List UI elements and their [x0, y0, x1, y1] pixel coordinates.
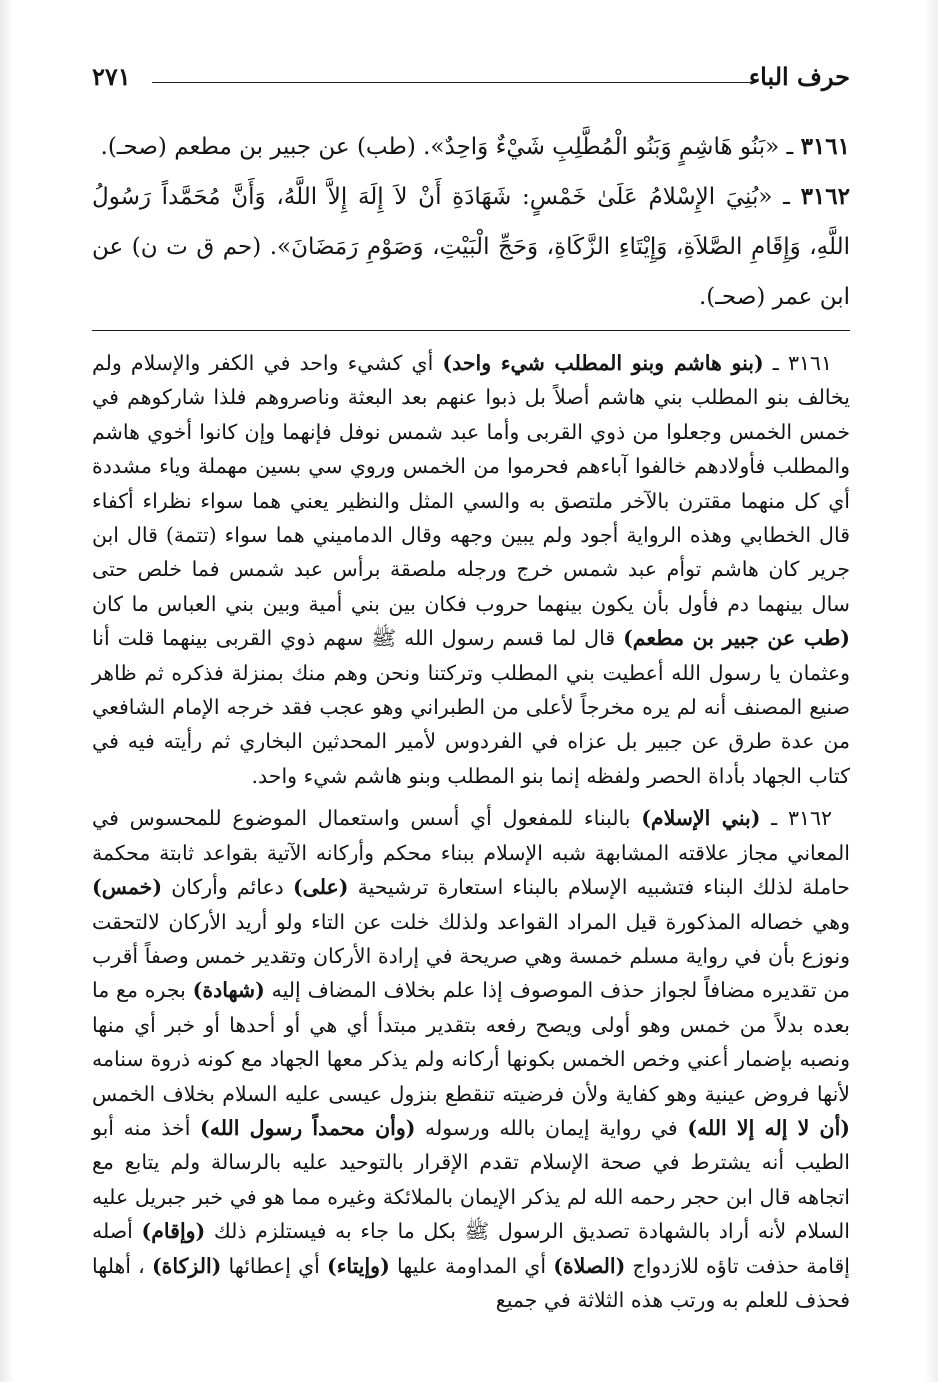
commentary-lemma: (شهادة)	[192, 978, 265, 1003]
commentary-text: وهي خصاله المذكورة قيل المراد القواعد ولذلك خلت عن التاء ولو أريد الأركان لالتحقت ونوزع بأن في رواية مسلم خمسة وهي صريحة في إرادة الأركان وتقدير خمس وصفاً أقرب من تقديره مضافاً لجواز حذف الموصوف إذا علم بخلاف المضاف إليه	[92, 909, 850, 1003]
commentary-source: (طب عن جبير بن مطعم)	[623, 626, 850, 651]
commentary-text: دعائم وأركان	[171, 875, 284, 900]
commentary-lemma: (وإيتاء)	[327, 1253, 390, 1278]
commentary-lemma: (أن لا إله إلا الله)	[687, 1115, 850, 1140]
hadith-number: ٣١٦٢	[800, 183, 850, 210]
commentary-text: ، أهلها فحذف للعلم به ورتب هذه الثلاثة في جميع	[92, 1253, 850, 1312]
commentary-text: أخذ منه أبو الطيب أنه يشترط في صحة الإسلام تقدم الإقرار بالتوحيد عليه بالرسالة ولم يتابع مع اتجاهه قال ابن حجر رحمه الله لم يذكر الإيمان بالملائكة وغيره مما هو في خبر جبريل عليه السلام لأنه أراد بالشهادة تصديق الرسول ﷺ بكل ما جاء به فيستلزم ذلك	[92, 1115, 850, 1244]
page-header	[92, 58, 850, 94]
hadith-text: «بَنُو هَاشِمٍ وَبَنُو الْمُطَّلِبِ شَيْءٌ وَاحِدٌ». (طب) عن جبير بن مطعم (صحـ).	[100, 134, 780, 160]
commentary-text: أي إعطائها	[228, 1253, 320, 1278]
header-rule	[152, 82, 754, 83]
commentary-lemma: (بني الإسلام)	[641, 806, 761, 831]
commentary-paragraph: ٣١٦١ ـ (بنو هاشم وبنو المطلب شيء واحد) أي كشيء واحد في الكفر والإسلام ولم يخالف بنو المطلب بني هاشم أصلاً بل ذبوا عنهم بعد البعثة وناصروهم فلذا شاركوهم في خمس الخمس وجعلوا من ذوي القربى وأما عبد شمس نوفل فإنهما وإن كانوا أخوي هاشم والمطلب فأولادهم خالفوا آباءهم فحرموا من الخمس وروي سي بسين مهملة وياء مشددة أي كل منهما مقترن بالآخر ملتصق به والسي المثل والنظير يعني هما سواء نظراء أكفاء قال الخطابي وهذه الرواية أجود ولم يبين وجهه وقال الدماميني هما سواء (تتمة) قال ابن جرير كان هاشم توأم عبد شمس خرج ورجله ملصقة برأس عبد شمس فما خلص حتى سال بينهما دم فأول بأن يكون بينهما حروب فكان بين بني أمية وبين بني العباس ما كان (طب عن جبير بن مطعم) قال لما قسم رسول الله ﷺ سهم ذوي القربى بينهما قلت أنا وعثمان يا رسول الله أعطيت بني المطلب وتركتنا ونحن وهم منك بمنزلة فذكره ثم ظاهر صنيع المصنف أنه لم يره مخرجاً لأعلى من الطبراني وهو عجب فقد خرجه الإمام الشافعي من عدة طرق عن جبير بل عزاه في الفردوس لأمير المحدثين البخاري ثم رأيته فيه في كتاب الجهاد بأداة الحصر ولفظه إنما بنو المطلب وبنو هاشم شيء واحد.	[92, 351, 850, 788]
hadith-entry: ٣١٦٢ ـ «بُنِيَ الإِسْلامُ عَلَىٰ خَمْسٍ: شَهَادَةِ أَنْ لاَ إِلَهَ إِلاَّ اللَّهُ، وَأَنَّ مُحَمَّداً رَسُولُ اللَّهِ، وَإِقَامِ الصَّلاَةِ، وَإِيْتَاءِ الزَّكَاةِ، وَحَجِّ الْبَيْتِ، وَصَوْمِ رَمَضَانَ». (حم ق ت ن) عن ابن عمر (صحـ).	[92, 183, 850, 310]
commentary-text: بالبناء للمفعول أي أسس واستعمال الموضوع للمحسوس في المعاني مجاز علاقته المشابهة شبه الإسلام ببناء محكم وأركانه الآتية بقواعد ثابتة محكمة حاملة لذلك البناء فتشبيه الإسلام بالبناء استعارة ترشيحية	[92, 806, 850, 900]
commentary-lemma: (الزكاة)	[151, 1253, 222, 1278]
hadith-text: «بُنِيَ الإِسْلامُ عَلَىٰ خَمْسٍ: شَهَادَةِ أَنْ لاَ إِلَهَ إِلاَّ اللَّهُ، وَأَنَّ مُحَمَّداً رَسُولُ اللَّهِ، وَإِقَامِ الصَّلاَةِ، وَإِيْتَاءِ الزَّكَاةِ، وَحَجِّ الْبَيْتِ، وَصَوْمِ رَمَضَانَ». (حم ق ت ن) عن ابن عمر (صحـ).	[92, 184, 850, 310]
commentary-lemma: (خمس)	[92, 875, 163, 900]
running-head: حرف الباء	[748, 62, 850, 91]
commentary-block	[92, 346, 850, 1325]
commentary-lemma: (الصلاة)	[553, 1253, 626, 1278]
page-number: ٢٧١	[92, 62, 131, 91]
hadith-text-block	[92, 122, 850, 322]
commentary-paragraph: ٣١٦٢ ـ (بني الإسلام) بالبناء للمفعول أي أسس واستعمال الموضوع للمحسوس في المعاني مجاز علاقته المشابهة شبه الإسلام ببناء محكم وأركانه الآتية بقواعد ثابتة محكمة حاملة لذلك البناء فتشبيه الإسلام بالبناء استعارة ترشيحية (على) دعائم وأركان (خمس) وهي خصاله المذكورة قيل المراد القواعد ولذلك خلت عن التاء ولو أريد الأركان لالتحقت ونوزع بأن في رواية مسلم خمسة وهي صريحة في إرادة الأركان وتقدير خمس وصفاً أقرب من تقديره مضافاً لجواز حذف الموصوف إذا علم بخلاف المضاف إليه (شهادة) بجره مع ما بعده بدلاً من خمس وهو أولى ويصح رفعه بتقدير مبتدأ أي هي أو أحدها أو خبر أي منها ونصبه بإضمار أعني وخص الخمس بكونها أركانه ولم يذكر معها الجهاد مع كونه ذروة سنامه لأنها فروض عينية وهو كفاية ولأن فرضيته تنقطع بنزول عيسى عليه السلام بخلاف الخمس (أن لا إله إلا الله) في رواية إيمان بالله ورسوله (وأن محمداً رسول الله) أخذ منه أبو الطيب أنه يشترط في صحة الإسلام تقدم الإقرار بالتوحيد عليه بالرسالة ولم يتابع مع اتجاهه قال ابن حجر رحمه الله لم يذكر الإيمان بالملائكة وغيره مما هو في خبر جبريل عليه السلام لأنه أراد بالشهادة تصديق الرسول ﷺ بكل ما جاء به فيستلزم ذلك (وإقام) أصله إقامة حذفت تاؤه للازدواج (الصلاة) أي المداومة عليها (وإيتاء) أي إعطائها (الزكاة) ، أهلها فحذف للعلم به ورتب هذه الثلاثة في جميع	[92, 806, 850, 1312]
commentary-number: ٣١٦٢	[787, 806, 832, 831]
commentary-lemma: (بنو هاشم وبنو المطلب شيء واحد)	[442, 351, 764, 375]
commentary-text: أصله إقامة حذفت تاؤه للازدواج	[92, 1219, 850, 1278]
commentary-text: أي المداومة عليها	[396, 1253, 547, 1278]
left-page-edge	[0, 0, 14, 1382]
commentary-text: بجره مع ما بعده بدلاً من خمس وهو أولى ويصح رفعه بتقدير مبتدأ أي هي أو أحدها أو خبر أي منها ونصبه بإضمار أعني وخص الخمس بكونها أركانه ولم يذكر معها الجهاد مع كونه ذروة سنامه لأنها فروض عينية وهو كفاية ولأن فرضيته تنقطع بنزول عيسى عليه السلام بخلاف الخمس	[92, 978, 850, 1106]
commentary-lemma: (وإقام)	[141, 1219, 206, 1244]
right-page-edge	[924, 0, 938, 1382]
commentary-lemma: (وأن محمداً رسول الله)	[200, 1115, 416, 1140]
commentary-lemma: (على)	[292, 875, 349, 900]
hadith-entry: ٣١٦١ ـ «بَنُو هَاشِمٍ وَبَنُو الْمُطَّلِبِ شَيْءٌ وَاحِدٌ». (طب) عن جبير بن مطعم (صحـ).	[100, 133, 850, 160]
footnote-separator	[92, 330, 850, 331]
commentary-number: ٣١٦١	[787, 351, 832, 375]
hadith-number: ٣١٦١	[800, 133, 850, 160]
commentary-text: في رواية إيمان بالله ورسوله	[425, 1115, 678, 1140]
commentary-text: قال لما قسم رسول الله ﷺ سهم ذوي القربى بينهما قلت أنا وعثمان يا رسول الله أعطيت بني المطلب وتركتنا ونحن وهم منك بمنزلة فذكره ثم ظاهر صنيع المصنف أنه لم يره مخرجاً لأعلى من الطبراني وهو عجب فقد خرجه الإمام الشافعي من عدة طرق عن جبير بل عزاه في الفردوس لأمير المحدثين البخاري ثم رأيته فيه في كتاب الجهاد بأداة الحصر ولفظه إنما بنو المطلب وبنو هاشم شيء واحد.	[92, 626, 850, 788]
commentary-text: أي كشيء واحد في الكفر والإسلام ولم يخالف بنو المطلب بني هاشم أصلاً بل ذبوا عنهم بعد البعثة وناصروهم فلذا شاركوهم في خمس الخمس وجعلوا من ذوي القربى وأما عبد شمس نوفل فإنهما وإن كانوا أخوي هاشم والمطلب فأولادهم خالفوا آباءهم فحرموا من الخمس وروي سي بسين مهملة وياء مشددة أي كل منهما مقترن بالآخر ملتصق به والسي المثل والنظير يعني هما سواء نظراء أكفاء قال الخطابي وهذه الرواية أجود ولم يبين وجهه وقال الدماميني هما سواء (تتمة) قال ابن جرير كان هاشم توأم عبد شمس خرج ورجله ملصقة برأس عبد شمس فما خلص حتى سال بينهما دم فأول بأن يكون بينهما حروب فكان بين بني أمية وبين بني العباس ما كان	[92, 351, 850, 616]
